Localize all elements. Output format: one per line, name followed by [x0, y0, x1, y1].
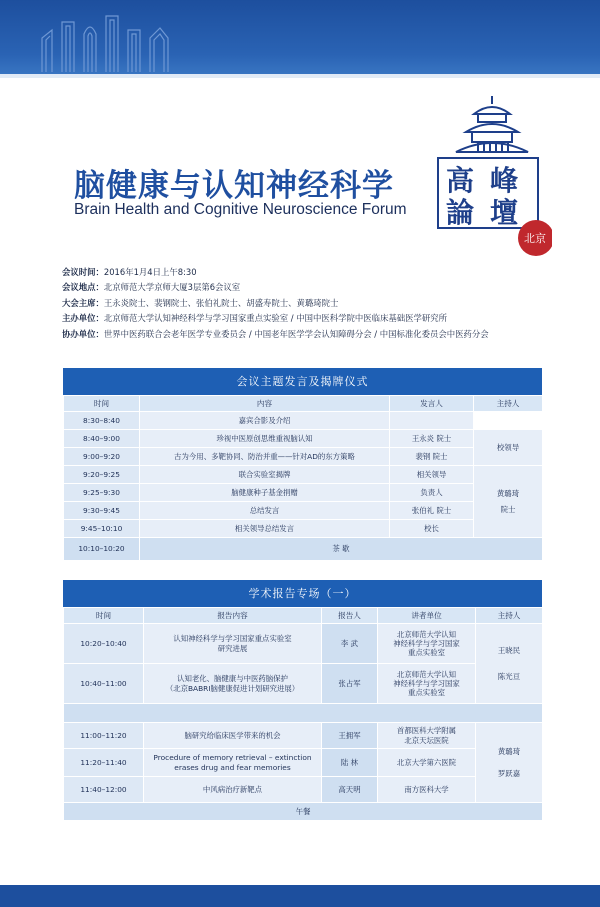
session2-host-1: 王晓民 陈光亘 — [476, 624, 543, 704]
session2-host-2: 黄璐琦 罗跃嘉 — [476, 723, 543, 803]
table-row: 10:20–10:40 认知神经科学与学习国家重点实验室 研究进展 李 武 北京师范大学认知 神经科学与学习国家 重点实验室 王晓民 陈光亘 — [64, 624, 543, 664]
logo-char-4: 壇 — [490, 196, 519, 229]
logo-char-3: 論 — [446, 196, 475, 229]
spacer-row — [64, 704, 543, 723]
table-row: 11:20–11:40 Procedure of memory retrieval – extinction erases drug and fear memories 陆 林 北京大学第六医院 — [64, 749, 543, 777]
table-row: 9:45–10:10 相关领导总结发言 校长 — [64, 520, 543, 538]
meeting-info — [62, 265, 592, 342]
session1-table — [63, 395, 543, 561]
info-organizers: 主办单位：北京师范大学认知神经科学与学习国家重点实验室 / 中国中医科学院中医临床基础医学研究所 — [62, 313, 448, 324]
session1-header-row: 时间 内容 发言人 主持人 — [64, 396, 543, 412]
lunch-label: 午餐 — [64, 803, 543, 821]
session2-table — [63, 607, 543, 821]
session1-host-1: 校领导 — [474, 430, 543, 466]
table-row: 9:25–9:30 脑健康种子基金捐赠 负责人 — [64, 484, 543, 502]
building-outline-icon — [40, 8, 170, 74]
table-row: 10:40–11:00 认知老化、脑健康与中医药脑保护 （北京BABRI脑健康促进计划研究进展） 张占军 北京师范大学认知 神经科学与学习国家 重点实验室 — [64, 664, 543, 704]
table-row: 8:40–9:00 珍视中医原创思维重视脑认知 王永炎 院士 校领导 — [64, 430, 543, 448]
session1-host-2: 黄璐琦 院士 — [474, 466, 543, 538]
footer-band — [0, 885, 600, 907]
session2-header-row: 时间 报告内容 报告人 讲者单位 主持人 — [64, 608, 543, 624]
tea-break-label: 茶 歇 — [140, 538, 543, 561]
break-row: 10:10–10:20 茶 歇 — [64, 538, 543, 561]
lunch-row — [64, 803, 543, 821]
logo-char-1: 高 — [446, 164, 475, 197]
info-co-organizers: 协办单位：世界中医药联合会老年医学专业委员会 / 中国老年医学学会认知障碍分会 / 中国标准化委员会中医药分会 — [62, 328, 489, 339]
logo-char-2: 峰 — [490, 164, 519, 197]
header-stripe — [0, 74, 600, 78]
table-row: 11:00–11:20 脑研究给临床医学带来的机会 王拥军 首都医科大学附属 北京天坛医院 黄璐琦 罗跃嘉 — [64, 723, 543, 749]
table-row: 11:40–12:00 中风病治疗新靶点 高天明 南方医科大学 — [64, 777, 543, 803]
table-row: 9:20–9:25 联合实验室揭牌 相关领导 黄璐琦 院士 — [64, 466, 543, 484]
info-location: 会议地点：北京师范大学京师大厦3层第6会议室 — [62, 282, 241, 293]
title-english: Brain Health and Cognitive Neuroscience Forum — [74, 201, 407, 218]
session1-title: 会议主题发言及揭牌仪式 — [63, 368, 542, 395]
forum-logo-icon — [432, 92, 552, 262]
table-row: 9:00–9:20 古为今用、多靶协同、防治并重——针对AD的东方策略 裴钢 院士 — [64, 448, 543, 466]
table-row: 8:30–8:40 嘉宾合影及介绍 — [64, 412, 543, 430]
session2-title: 学术报告专场（一） — [63, 580, 542, 607]
info-chairs: 大会主席：王永炎院士、裴钢院士、张伯礼院士、胡盛寿院士、黄璐琦院士 — [62, 297, 339, 308]
table-row: 9:30–9:45 总结发言 张伯礼 院士 — [64, 502, 543, 520]
info-time: 会议时间：2016年1月4日上午8:30 — [62, 267, 197, 277]
logo-beijing-seal: 北京 — [524, 232, 546, 245]
title-chinese: 脑健康与认知神经科学 — [74, 168, 394, 204]
header-band — [0, 0, 600, 78]
